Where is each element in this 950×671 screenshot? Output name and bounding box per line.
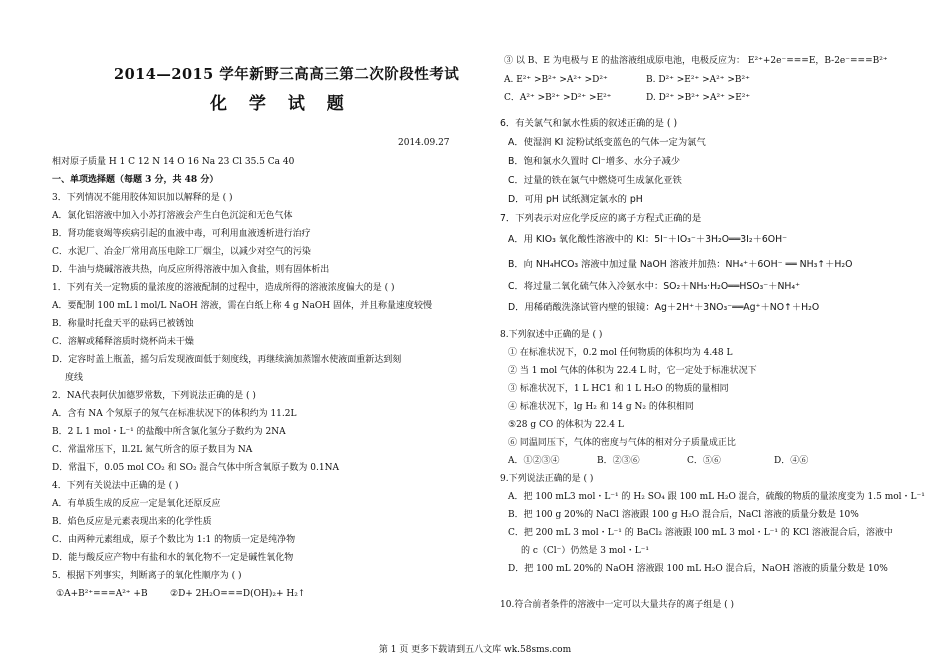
q6-option-b: B．饱和氯水久置时 Cl⁻增多、水分子减少 bbox=[508, 156, 681, 167]
atomic-masses: 相对原子质量 H 1 C 12 N 14 O 16 Na 23 Cl 35.5 Ca 40 bbox=[52, 157, 295, 167]
q6-option-c: C．过量的铁在氯气中燃烧可生成氯化亚铁 bbox=[508, 175, 682, 186]
q5-stem: 5．根据下列事实，判断离子的氧化性顺序为 ( ) bbox=[52, 571, 242, 581]
q4-option-a: A．有单质生成的反应一定是氧化还原反应 bbox=[52, 499, 221, 509]
q8-option-c: C．⑤⑥ bbox=[687, 456, 721, 466]
q7-option-d: D．用稀硝酸洗涤试管内壁的银镜：Ag＋2H⁺＋3NO₃⁻══Ag⁺＋NO↑＋H₂O bbox=[508, 302, 820, 313]
exam-date: 2014.09.27 bbox=[398, 138, 450, 148]
q9-option-c-cont: 的 c（Cl⁻）仍然是 3 mol・L⁻¹ bbox=[521, 546, 650, 556]
q9-option-d: D．把 100 mL 20%的 NaOH 溶液跟 100 mL H₂O 混合后，NaOH 溶液的质量分数是 10% bbox=[508, 564, 888, 574]
q8-statement-4: ④ 标准状况下，lg H₂ 和 14 g N₂ 的体积相同 bbox=[508, 402, 694, 412]
q6-stem: 6．有关氯气和氯水性质的叙述正确的是 ( ) bbox=[500, 118, 678, 129]
exam-subtitle: 化 学 试 题 bbox=[210, 94, 352, 114]
q5-reaction-1: ①A+B²⁺===A²⁺ +B bbox=[56, 589, 148, 599]
q1-option-a: A．要配制 100 mL l mol/L NaOH 溶液，需在白纸上称 4 g NaOH 固体，并且称量速度较慢 bbox=[52, 301, 432, 311]
q7-stem: 7．下列表示对应化学反应的离子方程式正确的是 bbox=[500, 213, 702, 224]
q3-option-d: D．牛油与烧碱溶液共热，向反应所得溶液中加入食盐，则有固体析出 bbox=[52, 265, 330, 275]
q8-stem: 8.下列叙述中正确的是 ( ) bbox=[500, 330, 603, 340]
q1-stem: 1．下列有关一定物质的量浓度的溶液配制的过程中，造成所得的溶液浓度偏大的是 ( ) bbox=[52, 283, 395, 293]
page-footer: 第 1 页 更多下载请到五八文库 wk.58sms.com bbox=[378, 645, 572, 655]
q4-option-d: D．能与酸反应产物中有盐和水的氧化物不一定是碱性氧化物 bbox=[52, 553, 294, 563]
q8-option-d: D．④⑥ bbox=[774, 456, 809, 466]
q3-option-b: B．肾功能衰竭等疾病引起的血液中毒，可利用血液透析进行治疗 bbox=[52, 229, 311, 239]
q1-option-b: B．称量时托盘天平的砝码已被锈蚀 bbox=[52, 319, 194, 329]
q7-option-b: B．向 NH₄HCO₃ 溶液中加过量 NaOH 溶液并加热：NH₄⁺＋6OH⁻ ══ NH₃↑＋H₂O bbox=[508, 259, 853, 270]
q3-option-a: A．氯化铝溶液中加入小苏打溶液会产生白色沉淀和无色气体 bbox=[52, 211, 293, 221]
q8-option-a: A．①②③④ bbox=[508, 456, 560, 466]
q4-option-b: B．焰色反应是元素表现出来的化学性质 bbox=[52, 517, 212, 527]
section-heading: 一、单项选择题（每题 3 分，共 48 分） bbox=[52, 175, 219, 185]
q1-option-d-cont: 度线 bbox=[65, 373, 84, 383]
q4-option-c: C．由两种元素组成，原子个数比为 1:1 的物质一定是纯净物 bbox=[52, 535, 296, 545]
q8-statement-6: ⑥ 同温同压下，气体的密度与气体的相对分子质量成正比 bbox=[508, 438, 736, 448]
q2-stem: 2．NA代表阿伏加德罗常数，下列说法正确的是 ( ) bbox=[52, 391, 256, 401]
q7-option-c: C．将过量二氧化硫气体入冷氨水中：SO₂＋NH₃·H₂O══HSO₃⁻＋NH₄⁺ bbox=[508, 281, 801, 292]
q8-statement-5: ⑤28 g CO 的体积为 22.4 L bbox=[508, 420, 624, 430]
q2-option-d: D．常温下，0.05 mol CO₂ 和 SO₂ 混合气体中所含氧原子数为 0.1NA bbox=[52, 463, 339, 473]
q2-option-b: B．2 L 1 mol・L⁻¹ 的盐酸中所含氯化氢分子数约为 2NA bbox=[52, 427, 286, 437]
q4-stem: 4．下列有关说法中正确的是 ( ) bbox=[52, 481, 179, 491]
q9-option-c: C．把 200 mL 3 mol・L⁻¹ 的 BaCl₂ 溶液跟 l00 mL 3 mol・L⁻¹ 的 KCl 溶液混合后，溶液中 bbox=[508, 528, 893, 538]
q9-option-a: A．把 100 mL3 mol・L⁻¹ 的 H₂ SO₄ 跟 100 mL H₂O 混合，硫酸的物质的量浓度变为 1.5 mol・L⁻¹ bbox=[508, 492, 925, 502]
q8-option-b: B．②③⑥ bbox=[597, 456, 640, 466]
q5-option-a: A. E²⁺ >B²⁺ >A²⁺ >D²⁺ bbox=[504, 75, 608, 85]
q5-option-c: C．A²⁺ >B²⁺ >D²⁺ >E²⁺ bbox=[504, 93, 612, 103]
q8-statement-3: ③ 标准状况下，1 L HC1 和 1 L H₂O 的物质的量相同 bbox=[508, 384, 729, 394]
q8-statement-2: ② 当 1 mol 气体的体积为 22.4 L 时，它一定处于标准状况下 bbox=[508, 366, 757, 376]
q2-option-c: C．常温常压下，ll.2L 氮气所含的原子数目为 NA bbox=[52, 445, 253, 455]
q3-stem: 3．下列情况不能用胶体知识加以解释的是 ( ) bbox=[52, 193, 233, 203]
q9-option-b: B．把 100 g 20%的 NaCl 溶液跟 100 g H₂O 混合后，NaCl 溶液的质量分数是 10% bbox=[508, 510, 859, 520]
q5-option-d: D. D²⁺ >B²⁺ >A²⁺ >E²⁺ bbox=[646, 93, 751, 103]
q1-option-c: C．溶解或稀释溶质时烧杯尚未干燥 bbox=[52, 337, 194, 347]
q6-option-d: D．可用 pH 试纸测定氯水的 pH bbox=[508, 194, 643, 205]
q1-option-d: D．定容时盖上瓶盖，摇匀后发现液面低于刻度线，再继续滴加蒸馏水使液面重新达到刻 bbox=[52, 355, 402, 365]
q7-option-a: A．用 KIO₃ 氧化酸性溶液中的 KI：5I⁻＋IO₃⁻＋3H₂O══3I₂＋6OH⁻ bbox=[508, 234, 788, 245]
q2-option-a: A．含有 NA 个氖原子的氖气在标准状况下的体积约为 11.2L bbox=[52, 409, 297, 419]
q5-option-b: B. D²⁺ >E²⁺ >A²⁺ >B²⁺ bbox=[646, 75, 750, 85]
q10-stem: 10.符合前者条件的溶液中一定可以大量共存的离子组是 ( ) bbox=[500, 600, 735, 610]
q3-option-c: C．水泥厂、冶金厂常用高压电除工厂烟尘，以减少对空气的污染 bbox=[52, 247, 311, 257]
q6-option-a: A．使湿润 KI 淀粉试纸变蓝色的气体一定为氯气 bbox=[508, 137, 706, 148]
q5-reaction-2: ②D+ 2H₂O===D(OH)₂+ H₂↑ bbox=[170, 589, 306, 599]
q5-reaction-3: ③ 以 B、E 为电极与 E 的盐溶液组成原电池，电极反应为： E²⁺+2e⁻===E，B-2e⁻===B²⁺ bbox=[504, 56, 888, 66]
exam-title: 2014—2015 学年新野三高高三第二次阶段性考试 bbox=[114, 66, 460, 83]
q9-stem: 9.下列说法正确的是 ( ) bbox=[500, 474, 594, 484]
q8-statement-1: ① 在标准状况下，0.2 mol 任何物质的体积均为 4.48 L bbox=[508, 348, 733, 358]
